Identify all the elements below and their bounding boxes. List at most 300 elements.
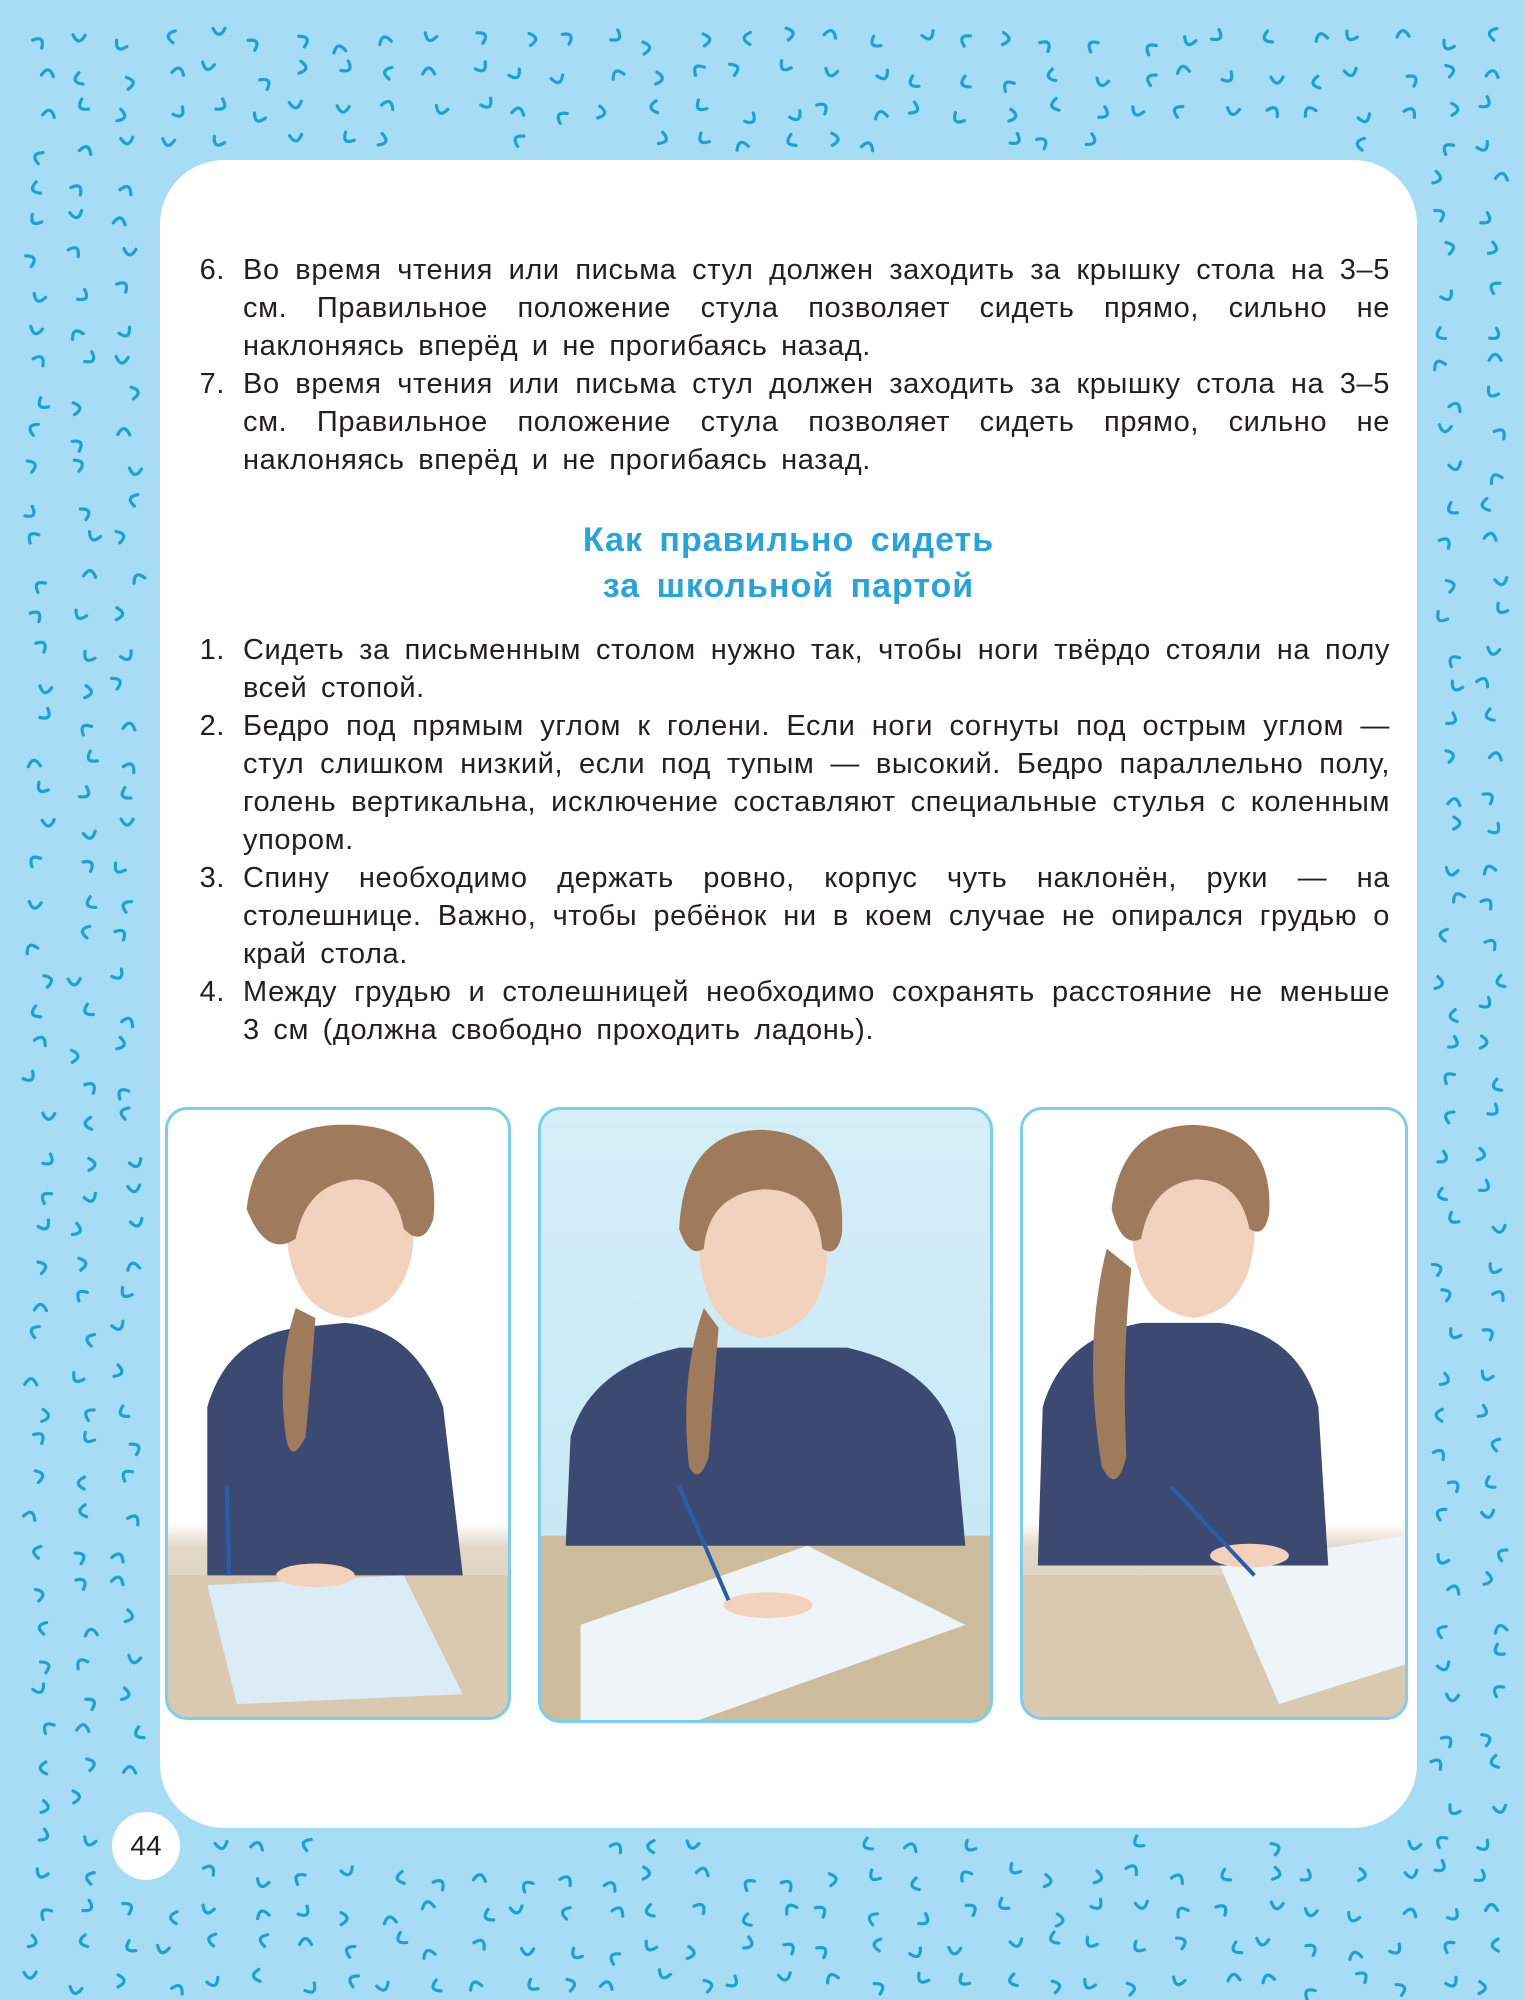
pattern-squiggle xyxy=(656,72,663,85)
pattern-squiggle xyxy=(829,1873,836,1886)
pattern-squiggle xyxy=(959,33,970,46)
pattern-squiggle xyxy=(608,1951,619,1964)
pattern-squiggle xyxy=(129,468,141,475)
pattern-squiggle xyxy=(1047,69,1056,82)
pattern-squiggle xyxy=(256,1879,269,1888)
pattern-squiggle xyxy=(76,1576,88,1589)
pattern-squiggle xyxy=(1443,1109,1454,1122)
pattern-squiggle xyxy=(201,62,214,71)
pattern-squiggle xyxy=(383,66,392,79)
pattern-squiggle xyxy=(1262,31,1272,44)
pattern-squiggle xyxy=(1010,1939,1023,1948)
pattern-squiggle xyxy=(1404,1908,1417,1917)
pattern-squiggle xyxy=(1437,1188,1447,1201)
pattern-squiggle xyxy=(598,106,606,119)
pattern-squiggle xyxy=(35,1588,44,1601)
pattern-squiggle xyxy=(120,788,131,801)
pattern-squiggle xyxy=(396,1871,404,1884)
pattern-squiggle xyxy=(551,75,564,84)
pattern-squiggle xyxy=(167,30,175,43)
pattern-squiggle xyxy=(125,1610,134,1623)
pattern-squiggle xyxy=(1086,134,1097,147)
pattern-squiggle xyxy=(1446,64,1455,77)
pattern-squiggle xyxy=(1433,1448,1446,1460)
pattern-squiggle xyxy=(112,676,123,689)
pattern-squiggle xyxy=(1485,1904,1497,1910)
pattern-squiggle xyxy=(475,62,488,74)
pattern-squiggle xyxy=(1052,1980,1061,1993)
pattern-squiggle xyxy=(129,1159,142,1169)
list-item-number: 4. xyxy=(199,976,225,1008)
pattern-squiggle xyxy=(1493,1225,1506,1233)
pattern-squiggle xyxy=(1495,578,1508,586)
pattern-squiggle xyxy=(1271,77,1283,83)
pattern-squiggle xyxy=(1489,752,1502,760)
pattern-squiggle xyxy=(434,105,447,115)
pattern-squiggle xyxy=(86,1696,97,1709)
pattern-squiggle xyxy=(1222,72,1235,84)
pattern-squiggle xyxy=(1486,70,1499,77)
pattern-squiggle xyxy=(128,1513,141,1524)
pattern-squiggle xyxy=(30,1006,41,1019)
page-number: 44 xyxy=(112,1812,180,1880)
pattern-squiggle xyxy=(39,1829,50,1842)
pattern-squiggle xyxy=(123,722,136,729)
pattern-squiggle xyxy=(1442,1939,1454,1952)
pattern-squiggle xyxy=(869,36,881,49)
pattern-squiggle xyxy=(83,858,95,871)
pattern-squiggle xyxy=(1446,579,1455,592)
pattern-squiggle xyxy=(604,1880,617,1891)
pattern-squiggle xyxy=(815,1904,827,1917)
pattern-squiggle xyxy=(433,1878,446,1890)
pattern-squiggle xyxy=(201,1905,214,1915)
pattern-squiggle xyxy=(1489,472,1502,483)
list-item xyxy=(185,707,1390,859)
pattern-squiggle xyxy=(85,1333,94,1346)
pattern-squiggle xyxy=(781,1878,794,1890)
pattern-squiggle xyxy=(248,37,260,50)
pattern-squiggle xyxy=(1445,868,1458,877)
pattern-squiggle xyxy=(33,36,46,48)
pattern-squiggle xyxy=(645,1905,654,1918)
pattern-squiggle xyxy=(1442,1071,1454,1084)
pattern-squiggle xyxy=(119,1106,129,1119)
pattern-squiggle xyxy=(79,1935,87,1948)
pattern-squiggle xyxy=(1358,114,1371,124)
photo-girl-writing-1 xyxy=(165,1107,511,1720)
photo-girl-writing-3 xyxy=(1020,1107,1408,1720)
pattern-squiggle xyxy=(1438,1151,1449,1164)
pattern-squiggle xyxy=(1405,1870,1418,1878)
pattern-squiggle xyxy=(1177,1935,1188,1948)
pattern-squiggle xyxy=(1439,425,1452,433)
pattern-squiggle xyxy=(1359,1869,1366,1882)
pattern-squiggle xyxy=(29,214,42,226)
girl-writing-photo-icon xyxy=(168,1110,508,1717)
pattern-squiggle xyxy=(526,1979,538,1992)
pattern-squiggle xyxy=(1494,427,1507,439)
pattern-squiggle xyxy=(119,1287,132,1299)
pattern-squiggle xyxy=(75,1657,88,1669)
pattern-squiggle xyxy=(77,99,89,112)
pattern-squiggle xyxy=(1044,1875,1052,1888)
pattern-squiggle xyxy=(85,1629,98,1636)
pattern-squiggle xyxy=(647,1840,654,1852)
pattern-squiggle xyxy=(116,1087,129,1099)
pattern-squiggle xyxy=(39,686,52,694)
pattern-squiggle xyxy=(1489,354,1501,360)
pattern-squiggle xyxy=(786,27,794,40)
pattern-squiggle xyxy=(29,1324,39,1337)
pattern-squiggle xyxy=(1448,1329,1461,1341)
list-item-number: 2. xyxy=(199,710,225,742)
section-heading-line2: за школьной партой xyxy=(602,567,975,605)
pattern-squiggle xyxy=(82,651,95,663)
pattern-squiggle xyxy=(1256,1938,1269,1945)
pattern-squiggle xyxy=(85,1871,94,1884)
pattern-squiggle xyxy=(215,1842,228,1850)
pattern-squiggle xyxy=(84,570,97,577)
pattern-squiggle xyxy=(172,1983,185,1994)
pattern-squiggle xyxy=(1436,1624,1446,1637)
pattern-squiggle xyxy=(1492,1644,1504,1657)
pattern-squiggle xyxy=(730,62,740,75)
pattern-squiggle xyxy=(561,1906,570,1919)
pattern-squiggle xyxy=(1227,108,1240,116)
pattern-squiggle xyxy=(1008,1864,1021,1876)
pattern-squiggle xyxy=(32,1545,40,1558)
pattern-squiggle xyxy=(34,1431,46,1444)
list-item-text: Сидеть за письменным столом нужно так, чтобы ноги твёрдо стояли на полу всей стопой. xyxy=(243,634,1390,704)
pattern-squiggle xyxy=(162,139,175,146)
pattern-squiggle xyxy=(643,42,650,54)
pattern-squiggle xyxy=(1314,32,1327,41)
pattern-squiggle xyxy=(1484,1573,1493,1586)
pattern-squiggle xyxy=(341,132,354,145)
pattern-squiggle xyxy=(120,1468,132,1481)
pattern-squiggle xyxy=(697,133,710,146)
pattern-squiggle xyxy=(211,136,224,147)
pattern-squiggle xyxy=(81,925,90,938)
pattern-squiggle xyxy=(118,428,130,434)
pattern-squiggle xyxy=(117,109,127,122)
pattern-squiggle xyxy=(79,1257,87,1270)
list-item-number: 6. xyxy=(199,254,225,286)
pattern-squiggle xyxy=(39,1190,51,1203)
pattern-squiggle xyxy=(1145,72,1156,85)
pattern-squiggle xyxy=(1487,647,1500,655)
pattern-squiggle xyxy=(957,1974,969,1987)
pattern-squiggle xyxy=(1407,1841,1420,1850)
pattern-squiggle xyxy=(1407,73,1419,86)
pattern-squiggle xyxy=(963,1840,976,1853)
pattern-squiggle xyxy=(1356,137,1364,150)
pattern-squiggle xyxy=(727,1976,739,1989)
pattern-squiggle xyxy=(25,1378,37,1385)
pattern-squiggle xyxy=(112,863,125,875)
pattern-squiggle xyxy=(41,1801,49,1814)
pattern-squiggle xyxy=(703,33,710,46)
pattern-squiggle xyxy=(40,708,52,721)
pattern-squiggle xyxy=(85,352,97,365)
pattern-squiggle xyxy=(1477,676,1490,687)
pattern-squiggle xyxy=(87,1757,96,1770)
pattern-squiggle xyxy=(1480,1036,1487,1049)
pattern-squiggle xyxy=(786,134,797,147)
pattern-squiggle xyxy=(874,110,887,119)
pattern-squiggle xyxy=(1484,532,1497,540)
pattern-squiggle xyxy=(38,1260,47,1273)
pattern-squiggle xyxy=(1485,937,1498,949)
pattern-squiggle xyxy=(1491,1438,1500,1451)
pattern-squiggle xyxy=(85,751,97,764)
pattern-squiggle xyxy=(68,245,81,257)
pattern-squiggle xyxy=(862,1838,873,1851)
pattern-squiggle xyxy=(1130,107,1143,117)
pattern-squiggle xyxy=(1346,1913,1359,1923)
pattern-squiggle xyxy=(133,1727,144,1740)
pattern-squiggle xyxy=(521,1949,533,1955)
pattern-squiggle xyxy=(1433,1262,1444,1275)
pattern-squiggle xyxy=(71,1373,84,1384)
pattern-squiggle xyxy=(1448,1910,1461,1922)
pattern-squiggle xyxy=(873,1938,881,1951)
pattern-squiggle xyxy=(744,1937,754,1950)
pattern-squiggle xyxy=(41,1721,54,1734)
pattern-squiggle xyxy=(112,969,125,981)
list-item-text: Во время чтения или письма стул должен заходить за крышку стола на 3–5 см. Правильное положение стула позволяет сидеть прямо, сильно не наклоняясь вперёд и не прогибаясь назад. xyxy=(243,368,1390,476)
pattern-squiggle xyxy=(75,1288,88,1301)
pattern-squiggle xyxy=(123,1901,134,1914)
pattern-squiggle xyxy=(119,327,132,338)
pattern-squiggle xyxy=(116,357,128,364)
pattern-squiggle xyxy=(300,1939,312,1945)
pattern-squiggle xyxy=(1481,499,1490,512)
pattern-squiggle xyxy=(378,134,388,147)
pattern-squiggle xyxy=(1447,654,1460,667)
pattern-squiggle xyxy=(1344,31,1357,42)
pattern-squiggle xyxy=(1212,30,1224,43)
pattern-squiggle xyxy=(1478,1840,1491,1852)
pattern-squiggle xyxy=(1488,1104,1500,1117)
pattern-squiggle xyxy=(121,1688,130,1701)
pattern-squiggle xyxy=(423,33,436,42)
pattern-squiggle xyxy=(1216,1903,1229,1915)
pattern-squiggle xyxy=(128,1185,141,1192)
pattern-squiggle xyxy=(78,1477,84,1489)
pattern-squiggle xyxy=(1002,33,1009,45)
pattern-squiggle xyxy=(1489,242,1499,255)
pattern-squiggle xyxy=(909,102,920,115)
pattern-squiggle xyxy=(216,99,228,112)
pattern-squiggle xyxy=(170,1911,177,1923)
pattern-squiggle xyxy=(27,459,37,472)
pattern-squiggle xyxy=(70,211,83,219)
pattern-squiggle xyxy=(1449,681,1462,692)
pattern-squiggle xyxy=(1084,1937,1097,1949)
pattern-squiggle xyxy=(905,1842,918,1852)
pattern-squiggle xyxy=(208,1933,216,1946)
pattern-squiggle xyxy=(341,1867,354,1877)
pattern-squiggle xyxy=(28,1935,38,1948)
pattern-squiggle xyxy=(1475,1870,1487,1883)
pattern-squiggle xyxy=(117,280,130,292)
pattern-squiggle xyxy=(1480,1371,1493,1382)
pattern-squiggle xyxy=(347,1973,358,1986)
pattern-squiggle xyxy=(473,1874,486,1881)
pattern-squiggle xyxy=(951,113,964,125)
pattern-squiggle xyxy=(83,1407,94,1420)
pattern-squiggle xyxy=(966,1902,978,1915)
pattern-squiggle xyxy=(1480,997,1493,1010)
list-item-text: Во время чтения или письма стул должен заходить за крышку стола на 3–5 см. Правильное положение стула позволяет сидеть прямо, сильно не наклоняясь вперёд и не прогибаясь назад. xyxy=(243,254,1390,362)
pattern-squiggle xyxy=(1435,1834,1447,1847)
pattern-squiggle xyxy=(260,76,272,89)
pattern-squiggle xyxy=(83,1900,94,1913)
pattern-squiggle xyxy=(42,109,55,117)
pattern-squiggle xyxy=(744,32,751,44)
pattern-squiggle xyxy=(128,1655,141,1664)
pattern-squiggle xyxy=(742,1914,751,1927)
pattern-squiggle xyxy=(509,69,522,80)
pattern-squiggle xyxy=(126,76,134,89)
pattern-squiggle xyxy=(778,61,791,73)
pattern-squiggle xyxy=(333,45,346,53)
pattern-squiggle xyxy=(78,289,90,302)
pattern-squiggle xyxy=(34,1304,46,1311)
pattern-squiggle xyxy=(832,133,838,145)
pattern-squiggle xyxy=(562,31,574,44)
pattern-squiggle xyxy=(694,100,707,113)
pattern-squiggle xyxy=(1231,1942,1242,1955)
pattern-squiggle xyxy=(38,1220,51,1231)
pattern-squiggle xyxy=(1496,1547,1507,1560)
pattern-squiggle xyxy=(1447,1805,1460,1817)
pattern-squiggle xyxy=(1303,105,1316,116)
pattern-squiggle xyxy=(73,1791,80,1803)
pattern-squiggle xyxy=(784,1941,796,1954)
pattern-squiggle xyxy=(1436,1409,1443,1421)
pattern-squiggle xyxy=(742,1877,754,1890)
pattern-squiggle xyxy=(1435,1555,1448,1566)
pattern-squiggle xyxy=(784,1902,797,1914)
pattern-squiggle xyxy=(1492,1684,1504,1697)
pattern-squiggle xyxy=(111,1575,124,1584)
pattern-squiggle xyxy=(299,61,307,74)
pattern-squiggle xyxy=(611,69,624,80)
pattern-squiggle xyxy=(1449,1010,1457,1023)
section-heading-line1: Как правильно сидеть xyxy=(582,521,995,559)
pattern-squiggle xyxy=(1482,1732,1492,1745)
pattern-squiggle xyxy=(122,1016,135,1026)
pattern-squiggle xyxy=(1440,1373,1450,1386)
pattern-squiggle xyxy=(251,1841,264,1850)
list-bottom xyxy=(185,631,1390,1049)
pattern-squiggle xyxy=(73,610,86,621)
pattern-squiggle xyxy=(1172,104,1183,117)
pattern-squiggle xyxy=(1451,891,1464,902)
pattern-squiggle xyxy=(735,141,748,151)
pattern-squiggle xyxy=(1273,1867,1282,1880)
pattern-squiggle xyxy=(121,819,133,825)
pattern-squiggle xyxy=(611,30,623,43)
pattern-squiggle xyxy=(1397,30,1409,37)
pattern-squiggle xyxy=(481,98,494,110)
pattern-squiggle xyxy=(1050,99,1059,112)
pattern-squiggle xyxy=(301,1837,311,1850)
pattern-squiggle xyxy=(378,35,391,44)
pattern-squiggle xyxy=(1219,1869,1230,1882)
pattern-squiggle xyxy=(82,1004,93,1017)
pattern-squiggle xyxy=(1495,603,1508,615)
pattern-squiggle xyxy=(33,579,45,592)
pattern-squiggle xyxy=(1435,1507,1446,1520)
list-item xyxy=(185,631,1390,707)
pattern-squiggle xyxy=(72,1050,79,1062)
pattern-squiggle xyxy=(1448,1584,1461,1594)
pattern-squiggle xyxy=(1095,78,1108,87)
pattern-squiggle xyxy=(85,1117,92,1129)
pattern-squiggle xyxy=(1491,1079,1501,1092)
pattern-squiggle xyxy=(908,76,919,89)
pattern-squiggle xyxy=(1304,1909,1317,1917)
pattern-squiggle xyxy=(1344,68,1357,76)
pattern-squiggle xyxy=(1056,1914,1063,1926)
pattern-squiggle xyxy=(1301,1870,1313,1883)
pattern-squiggle xyxy=(600,1981,613,1990)
pattern-squiggle xyxy=(867,1870,880,1883)
pattern-squiggle xyxy=(1390,1944,1403,1956)
pattern-squiggle xyxy=(34,1035,47,1046)
pattern-squiggle xyxy=(114,1365,124,1378)
pattern-squiggle xyxy=(1435,977,1444,990)
pattern-squiggle xyxy=(959,1869,972,1881)
pattern-squiggle xyxy=(87,532,100,542)
pattern-squiggle xyxy=(1175,1905,1188,1917)
pattern-squiggle xyxy=(24,1510,37,1520)
pattern-squiggle xyxy=(30,609,43,622)
pattern-squiggle xyxy=(696,1867,709,1876)
pattern-squiggle xyxy=(33,1684,46,1695)
pattern-squiggle xyxy=(73,73,83,86)
pattern-squiggle xyxy=(567,1978,576,1991)
pattern-squiggle xyxy=(1490,1756,1499,1769)
pattern-squiggle xyxy=(643,1941,656,1952)
pattern-squiggle xyxy=(1490,328,1502,341)
pattern-squiggle xyxy=(118,1975,124,1987)
pattern-squiggle xyxy=(643,1867,649,1879)
pattern-squiggle xyxy=(337,106,349,113)
pattern-squiggle xyxy=(1483,791,1495,804)
pattern-squiggle xyxy=(383,1916,396,1924)
pattern-squiggle xyxy=(113,217,126,225)
list-item xyxy=(185,859,1390,973)
pattern-squiggle xyxy=(1492,1939,1498,1951)
pattern-squiggle xyxy=(117,1037,126,1050)
pattern-squiggle xyxy=(36,398,48,411)
pattern-squiggle xyxy=(997,1898,1009,1911)
pattern-squiggle xyxy=(824,68,837,77)
pattern-squiggle xyxy=(1446,241,1455,254)
pattern-squiggle xyxy=(207,1977,220,1987)
pattern-squiggle xyxy=(1037,136,1049,149)
pattern-squiggle xyxy=(344,1944,355,1957)
pattern-squiggle xyxy=(1477,1148,1486,1161)
pattern-squiggle xyxy=(1485,387,1498,399)
pattern-squiggle xyxy=(28,854,41,867)
pattern-squiggle xyxy=(79,1505,87,1518)
